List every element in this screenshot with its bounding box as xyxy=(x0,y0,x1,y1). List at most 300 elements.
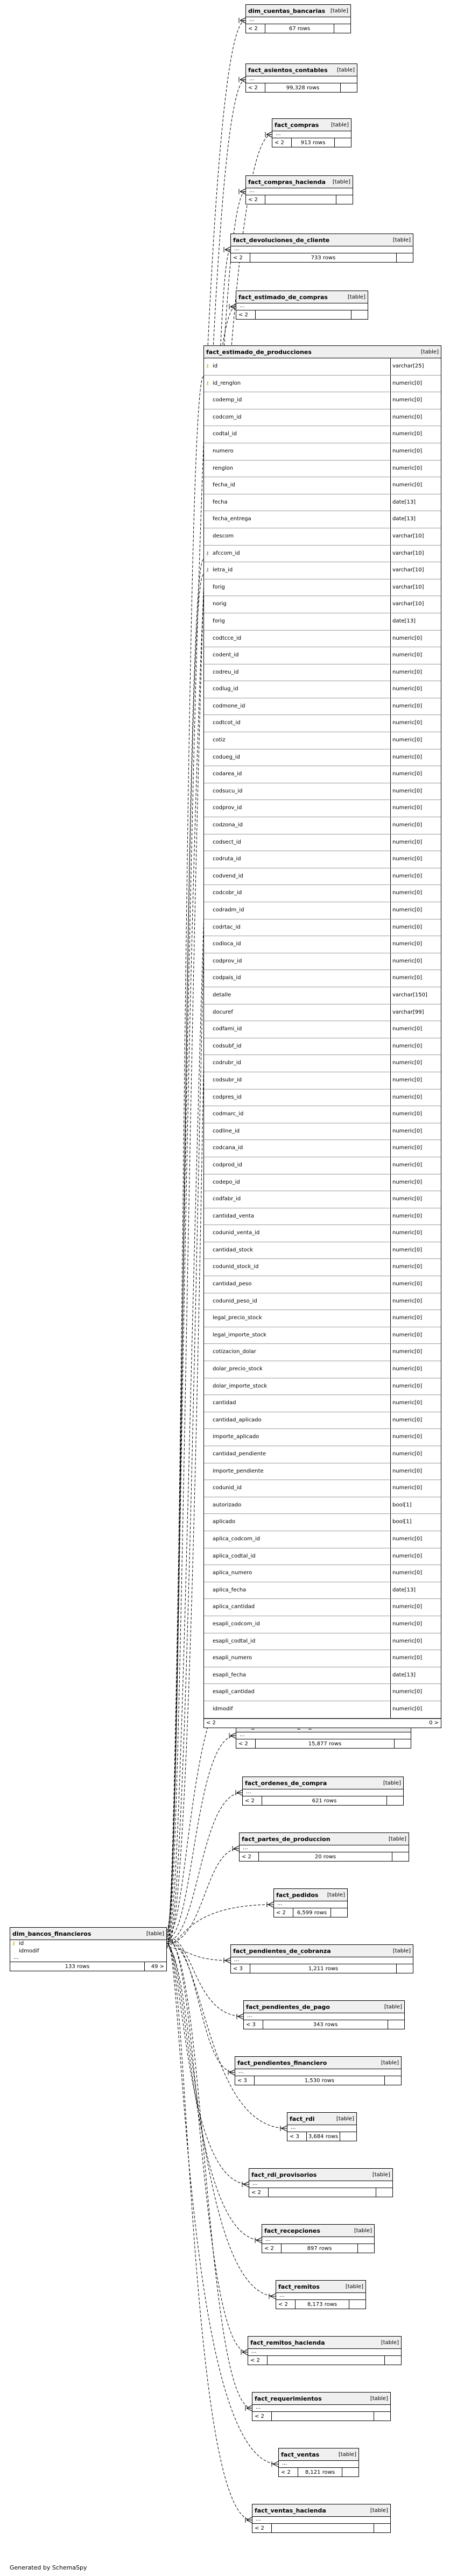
table-header xyxy=(262,2225,374,2237)
column-type: numeric[0] xyxy=(392,635,423,641)
column-type: numeric[0] xyxy=(392,1026,423,1032)
ellipsis-row: ... xyxy=(287,2125,356,2132)
column-name xyxy=(204,1225,391,1242)
relationship-line xyxy=(167,1939,235,2072)
column-label: forig xyxy=(213,584,225,590)
table-fact_compras[interactable] xyxy=(272,118,351,147)
table-type: [table] xyxy=(383,1780,401,1786)
column-row xyxy=(204,970,441,987)
column-label: codunid_peso_id xyxy=(213,1298,257,1304)
row-count xyxy=(269,2188,376,2197)
column-type: numeric[0] xyxy=(392,1145,423,1151)
table-header xyxy=(204,346,441,358)
column-name xyxy=(204,1395,391,1412)
parents-count: < 2 xyxy=(252,2412,272,2421)
column-type: numeric[0] xyxy=(392,1298,423,1304)
relationship-line xyxy=(167,1905,273,1945)
column-name xyxy=(204,970,391,987)
column-type: numeric[0] xyxy=(392,1535,423,1542)
table-fact_rdi[interactable] xyxy=(287,2112,357,2141)
column-row xyxy=(204,596,441,613)
column-type: numeric[0] xyxy=(392,1485,423,1491)
column-name xyxy=(204,919,391,936)
column-label: norig xyxy=(213,601,227,607)
table-footer xyxy=(231,253,413,262)
column-type: numeric[0] xyxy=(392,890,423,896)
column-type: numeric[0] xyxy=(392,1655,423,1661)
column-row xyxy=(204,749,441,767)
column-type: numeric[0] xyxy=(392,1128,423,1134)
table-name: fact_estimado_de_compras xyxy=(238,293,328,301)
column-type: numeric[0] xyxy=(392,1060,423,1066)
column-row xyxy=(204,1463,441,1481)
parents-count: < 2 xyxy=(236,310,256,319)
column-name xyxy=(204,1157,391,1174)
column-label: codpais_id xyxy=(213,975,241,981)
table-name: fact_pendientes_de_pago xyxy=(246,2003,330,2011)
column-name xyxy=(204,1004,391,1021)
row-count: 15,877 rows xyxy=(256,1739,395,1748)
column-label: renglon xyxy=(213,465,233,471)
row-count: 733 rows xyxy=(250,253,397,262)
table-type: [table] xyxy=(347,294,365,300)
column-name xyxy=(204,1565,391,1582)
ellipsis-row: ... xyxy=(246,17,350,24)
column-row xyxy=(204,1497,441,1515)
column-label: codcobr_id xyxy=(213,890,242,896)
main-table[interactable] xyxy=(10,1927,167,1971)
column-type: numeric[0] xyxy=(392,1043,423,1049)
column-row xyxy=(204,647,441,664)
column-row xyxy=(204,631,441,648)
column-name xyxy=(204,1616,391,1633)
column-row xyxy=(204,783,441,801)
ellipsis-row: ... xyxy=(249,2181,392,2188)
column-name xyxy=(204,1310,391,1327)
parents-count: < 3 xyxy=(231,1964,250,1973)
table-fact_pedidos[interactable] xyxy=(273,1888,348,1917)
column-label: afccom_id xyxy=(213,550,240,556)
parents-count: < 2 xyxy=(246,24,265,33)
ellipsis-row: ... xyxy=(279,2461,358,2468)
column-label: esapli_codcom_id xyxy=(213,1620,260,1627)
table-type: [table] xyxy=(336,2115,354,2122)
table-name: fact_recepciones xyxy=(264,2227,320,2234)
row-count: 621 rows xyxy=(262,1796,387,1805)
column-type: numeric[0] xyxy=(392,686,423,692)
column-name xyxy=(204,477,391,494)
table-header xyxy=(244,2001,404,2013)
column-type: varchar[25] xyxy=(392,363,424,369)
generator-caption: Generated by SchemaSpy xyxy=(10,2564,87,2571)
column-name xyxy=(204,1140,391,1157)
column-row xyxy=(204,1565,441,1582)
table-header xyxy=(10,1928,166,1940)
table-name: fact_ventas xyxy=(281,2451,320,2458)
column-name xyxy=(204,1055,391,1072)
column-name xyxy=(204,1497,391,1514)
column-label: codrtac_id xyxy=(213,924,241,930)
column-type: numeric[0] xyxy=(392,448,423,454)
column-label: codfami_id xyxy=(213,1026,242,1032)
crows-foot-icon xyxy=(236,1790,242,1795)
table-header xyxy=(274,1889,347,1901)
column-name xyxy=(204,1412,391,1429)
column-row xyxy=(204,715,441,732)
table-name: fact_remitos xyxy=(278,2283,320,2290)
column-label: esapli_numero xyxy=(213,1655,252,1661)
table-fact_devoluciones_de_cliente[interactable] xyxy=(230,233,413,263)
column-label: codsect_id xyxy=(213,839,241,845)
table-header xyxy=(246,64,357,76)
column-name xyxy=(204,579,391,596)
table-name: dim_cuentas_bancarias xyxy=(248,7,326,15)
column-type: varchar[10] xyxy=(392,533,424,539)
column-label: codunid_venta_id xyxy=(213,1230,260,1236)
column-name xyxy=(204,1378,391,1395)
column-name xyxy=(204,715,391,732)
relationship-line xyxy=(167,1849,239,1943)
table-header xyxy=(252,2504,390,2517)
table-fact_ventas[interactable] xyxy=(278,2448,359,2477)
ellipsis-row: ... xyxy=(248,2349,401,2356)
column-row xyxy=(204,851,441,868)
column-name xyxy=(204,1123,391,1140)
column-name xyxy=(204,631,391,647)
relationship-line xyxy=(167,1937,248,2352)
column-row xyxy=(204,1667,441,1685)
parents-count: < 2 xyxy=(240,1852,259,1861)
column-row xyxy=(204,1072,441,1089)
table-type: [table] xyxy=(372,2171,390,2178)
table-header xyxy=(235,2057,401,2069)
table-fact_pendientes_de_pago[interactable] xyxy=(243,2000,405,2029)
primary-key-icon: ⚷ xyxy=(206,364,209,369)
column-type: numeric[0] xyxy=(392,482,423,489)
column-label: codueg_id xyxy=(213,754,240,760)
column-row xyxy=(204,1616,441,1633)
column-type: numeric[0] xyxy=(392,1620,423,1627)
table-fact_estimado_de_compras[interactable] xyxy=(236,291,368,320)
column-name xyxy=(204,1633,391,1650)
column-label: id xyxy=(19,1941,24,1947)
column-row xyxy=(204,1701,441,1718)
column-type: numeric[0] xyxy=(392,1400,423,1406)
column-label: esapli_codtal_id xyxy=(213,1638,256,1644)
table-type: [table] xyxy=(381,2339,399,2346)
column-label: legal_importe_stock xyxy=(213,1332,266,1338)
primary-key-icon: ⚷ xyxy=(12,1941,16,1947)
column-name xyxy=(204,1344,391,1361)
ellipsis-row: ... xyxy=(244,2013,404,2020)
column-label: idmodif xyxy=(213,1705,233,1712)
table-type: [table] xyxy=(327,1892,345,1898)
column-name xyxy=(204,1514,391,1531)
column-type: numeric[0] xyxy=(392,669,423,675)
table-type: [table] xyxy=(370,2395,388,2402)
column-row xyxy=(204,1055,441,1072)
table-fact_compras_hacienda[interactable] xyxy=(245,175,353,204)
table-footer xyxy=(244,2020,404,2029)
column-name xyxy=(204,613,391,630)
column-row xyxy=(204,732,441,749)
column-row xyxy=(204,1174,441,1192)
column-label: legal_precio_stock xyxy=(213,1315,262,1321)
column-row xyxy=(204,1344,441,1361)
column-type: numeric[0] xyxy=(392,652,423,659)
column-row xyxy=(204,1293,441,1311)
column-name xyxy=(204,426,391,443)
column-row xyxy=(204,1106,441,1123)
column-type: numeric[0] xyxy=(392,1468,423,1474)
primary-key-icon: ⚷ xyxy=(206,380,209,386)
detail-table[interactable] xyxy=(203,345,441,1728)
column-name xyxy=(204,392,391,409)
crows-foot-icon xyxy=(265,132,272,137)
table-fact_rdi_provisorios[interactable] xyxy=(249,2168,393,2197)
table-type: [table] xyxy=(330,8,348,14)
column-name xyxy=(204,1582,391,1599)
column-name xyxy=(204,358,391,375)
column-label: cantidad_peso xyxy=(213,1281,252,1287)
column-name xyxy=(204,1021,391,1038)
column-type: numeric[0] xyxy=(392,1434,423,1440)
column-label: descom xyxy=(213,533,234,539)
column-label: cantidad_stock xyxy=(213,1247,254,1253)
column-row xyxy=(10,1940,166,1948)
column-name xyxy=(204,749,391,766)
table-footer xyxy=(204,1718,441,1728)
column-label: codcom_id xyxy=(213,414,242,420)
row-count xyxy=(272,2412,374,2421)
table-fact_partes_de_produccion[interactable] xyxy=(239,1832,409,1862)
column-name xyxy=(204,1327,391,1344)
column-label: codtcot_id xyxy=(213,720,241,726)
column-name xyxy=(204,1463,391,1480)
column-type: numeric[0] xyxy=(392,1604,423,1610)
row-count xyxy=(272,2524,374,2532)
column-row xyxy=(204,461,441,478)
ellipsis-row: ... xyxy=(262,2237,374,2244)
column-row xyxy=(204,1310,441,1327)
table-footer xyxy=(272,138,351,147)
table-fact_ordenes_de_compra[interactable] xyxy=(242,1777,404,1806)
table-type: [table] xyxy=(345,2283,363,2290)
column-name xyxy=(204,766,391,783)
column-type: varchar[10] xyxy=(392,601,424,607)
table-type: [table] xyxy=(381,2060,399,2066)
column-type: numeric[0] xyxy=(392,1705,423,1712)
column-type: numeric[0] xyxy=(392,1417,423,1423)
column-name xyxy=(204,868,391,885)
column-row xyxy=(204,1089,441,1107)
column-label: dolar_precio_stock xyxy=(213,1366,263,1372)
row-count: 897 rows xyxy=(282,2244,358,2253)
column-label: aplica_numero xyxy=(213,1570,252,1576)
column-label: codsubr_id xyxy=(213,1077,242,1083)
ellipsis-row: ... xyxy=(236,303,368,310)
table-type: [table] xyxy=(388,1836,406,1842)
column-name xyxy=(204,1259,391,1276)
column-type: numeric[0] xyxy=(392,397,423,404)
parents-count: < 2 xyxy=(274,1908,293,1917)
children-count: 49 > xyxy=(151,1963,164,1970)
column-label: codsubf_id xyxy=(213,1043,242,1049)
table-fact_pendientes_financiero[interactable] xyxy=(235,2056,402,2085)
column-row xyxy=(204,511,441,528)
relationship-line xyxy=(167,1943,252,2520)
column-row xyxy=(204,1123,441,1141)
table-footer xyxy=(10,1962,166,1971)
column-name xyxy=(204,800,391,817)
table-footer xyxy=(235,2076,401,2085)
column-type: numeric[0] xyxy=(392,1332,423,1338)
column-name xyxy=(204,647,391,664)
column-label: codunid_stock_id xyxy=(213,1264,259,1270)
column-type: numeric[0] xyxy=(392,1383,423,1389)
table-type: [table] xyxy=(354,2227,372,2234)
table-fact_remitos_hacienda[interactable] xyxy=(248,2336,402,2365)
column-row xyxy=(204,1548,441,1566)
column-name xyxy=(204,1684,391,1701)
column-name xyxy=(204,1480,391,1497)
table-footer xyxy=(262,2244,374,2253)
column-name xyxy=(204,1701,391,1718)
column-label: codunid_id xyxy=(213,1485,242,1491)
column-type: numeric[0] xyxy=(392,465,423,471)
column-label: codepo_id xyxy=(213,1179,240,1185)
table-footer xyxy=(249,2188,392,2197)
column-name xyxy=(204,834,391,851)
table-header xyxy=(252,2393,390,2405)
column-name xyxy=(204,1038,391,1055)
column-name xyxy=(204,987,391,1004)
column-row xyxy=(204,868,441,886)
ellipsis-row: ... xyxy=(272,131,351,138)
column-type: date[13] xyxy=(392,1672,416,1678)
column-label: importe_aplicado xyxy=(213,1434,259,1440)
column-label: codprod_id xyxy=(213,1162,242,1168)
column-row xyxy=(204,1446,441,1463)
row-count: 343 rows xyxy=(263,2020,388,2029)
column-label: codtcce_id xyxy=(213,635,242,641)
column-row xyxy=(204,358,441,376)
column-row xyxy=(204,1633,441,1651)
column-type: date[13] xyxy=(392,516,416,522)
parents-count: < 2 xyxy=(262,2244,282,2253)
table-footer xyxy=(243,1796,403,1805)
column-type: varchar[10] xyxy=(392,584,424,590)
column-type: numeric[0] xyxy=(392,380,423,386)
relationship-line xyxy=(167,1939,252,2408)
table-name: fact_pedidos xyxy=(276,1891,319,1899)
column-type: varchar[150] xyxy=(392,992,427,998)
table-header xyxy=(236,291,368,303)
table-type: [table] xyxy=(146,1930,164,1937)
table-fact_asientos_contables[interactable] xyxy=(245,63,357,93)
table-fact_requerimientos[interactable] xyxy=(252,2392,391,2421)
column-row xyxy=(204,1684,441,1701)
column-row xyxy=(204,409,441,427)
table-fact_recepciones[interactable] xyxy=(262,2224,375,2253)
table-name: fact_rdi_provisorios xyxy=(251,2171,317,2178)
column-type: numeric[0] xyxy=(392,1077,423,1083)
column-row xyxy=(204,1021,441,1038)
table-footer xyxy=(252,2412,390,2421)
column-type: numeric[0] xyxy=(392,1162,423,1168)
parents-count: < 2 xyxy=(252,2524,272,2532)
ellipsis-row: ... xyxy=(10,1955,166,1962)
column-type: numeric[0] xyxy=(392,771,423,777)
column-label: codline_id xyxy=(213,1128,240,1134)
crows-foot-icon xyxy=(229,1733,236,1738)
table-header xyxy=(231,234,413,246)
crows-foot-icon xyxy=(272,2461,278,2467)
column-row xyxy=(204,1276,441,1293)
column-type: bool[1] xyxy=(392,1519,412,1525)
column-name xyxy=(204,511,391,528)
table-name: fact_ventas_hacienda xyxy=(255,2507,326,2514)
column-type: date[13] xyxy=(392,499,416,505)
row-count: 133 rows xyxy=(10,1962,145,1971)
column-row xyxy=(204,1140,441,1157)
table-name: fact_asientos_contables xyxy=(248,66,328,74)
column-label: fecha xyxy=(213,499,228,505)
column-type: numeric[0] xyxy=(392,1179,423,1185)
table-type: [table] xyxy=(392,1948,411,1954)
column-name xyxy=(204,528,391,545)
column-label: cantidad xyxy=(213,1400,236,1406)
parents-count: < 2 xyxy=(231,253,250,262)
column-row xyxy=(204,1191,441,1208)
column-row xyxy=(204,766,441,783)
column-row xyxy=(204,1582,441,1600)
column-label: id xyxy=(213,363,218,369)
column-label: cantidad_aplicado xyxy=(213,1417,262,1423)
table-header xyxy=(287,2113,356,2125)
table-name: fact_pendientes_de_cobranza xyxy=(233,1947,331,1955)
column-type: numeric[0] xyxy=(392,720,423,726)
crows-foot-icon xyxy=(228,2070,235,2075)
table-type: [table] xyxy=(384,2004,402,2010)
row-count: 99,328 rows xyxy=(265,83,341,92)
column-name xyxy=(204,1106,391,1123)
table-dim_cuentas_bancarias[interactable] xyxy=(245,4,351,33)
column-name xyxy=(204,885,391,902)
parents-count: < 2 xyxy=(246,195,265,204)
column-row xyxy=(204,987,441,1004)
parents-count: < 2 xyxy=(243,1796,262,1805)
column-name xyxy=(204,1667,391,1684)
column-label: aplica_codcom_id xyxy=(213,1535,261,1542)
table-fact_ventas_hacienda[interactable] xyxy=(252,2504,391,2533)
column-type: numeric[0] xyxy=(392,1366,423,1372)
table-name: fact_requerimientos xyxy=(255,2395,322,2402)
column-type: numeric[0] xyxy=(392,414,423,420)
ellipsis-row: ... xyxy=(274,1901,347,1908)
column-name xyxy=(204,1208,391,1225)
column-list xyxy=(204,358,441,1718)
table-footer xyxy=(287,2132,356,2141)
column-type: numeric[0] xyxy=(392,754,423,760)
table-fact_pendientes_de_cobranza[interactable] xyxy=(230,1944,413,1973)
column-row xyxy=(204,1004,441,1022)
column-name xyxy=(204,1650,391,1667)
table-fact_remitos[interactable] xyxy=(276,2280,366,2309)
column-type: numeric[0] xyxy=(392,1247,423,1253)
column-row xyxy=(204,562,441,579)
column-type: numeric[0] xyxy=(392,1094,423,1100)
